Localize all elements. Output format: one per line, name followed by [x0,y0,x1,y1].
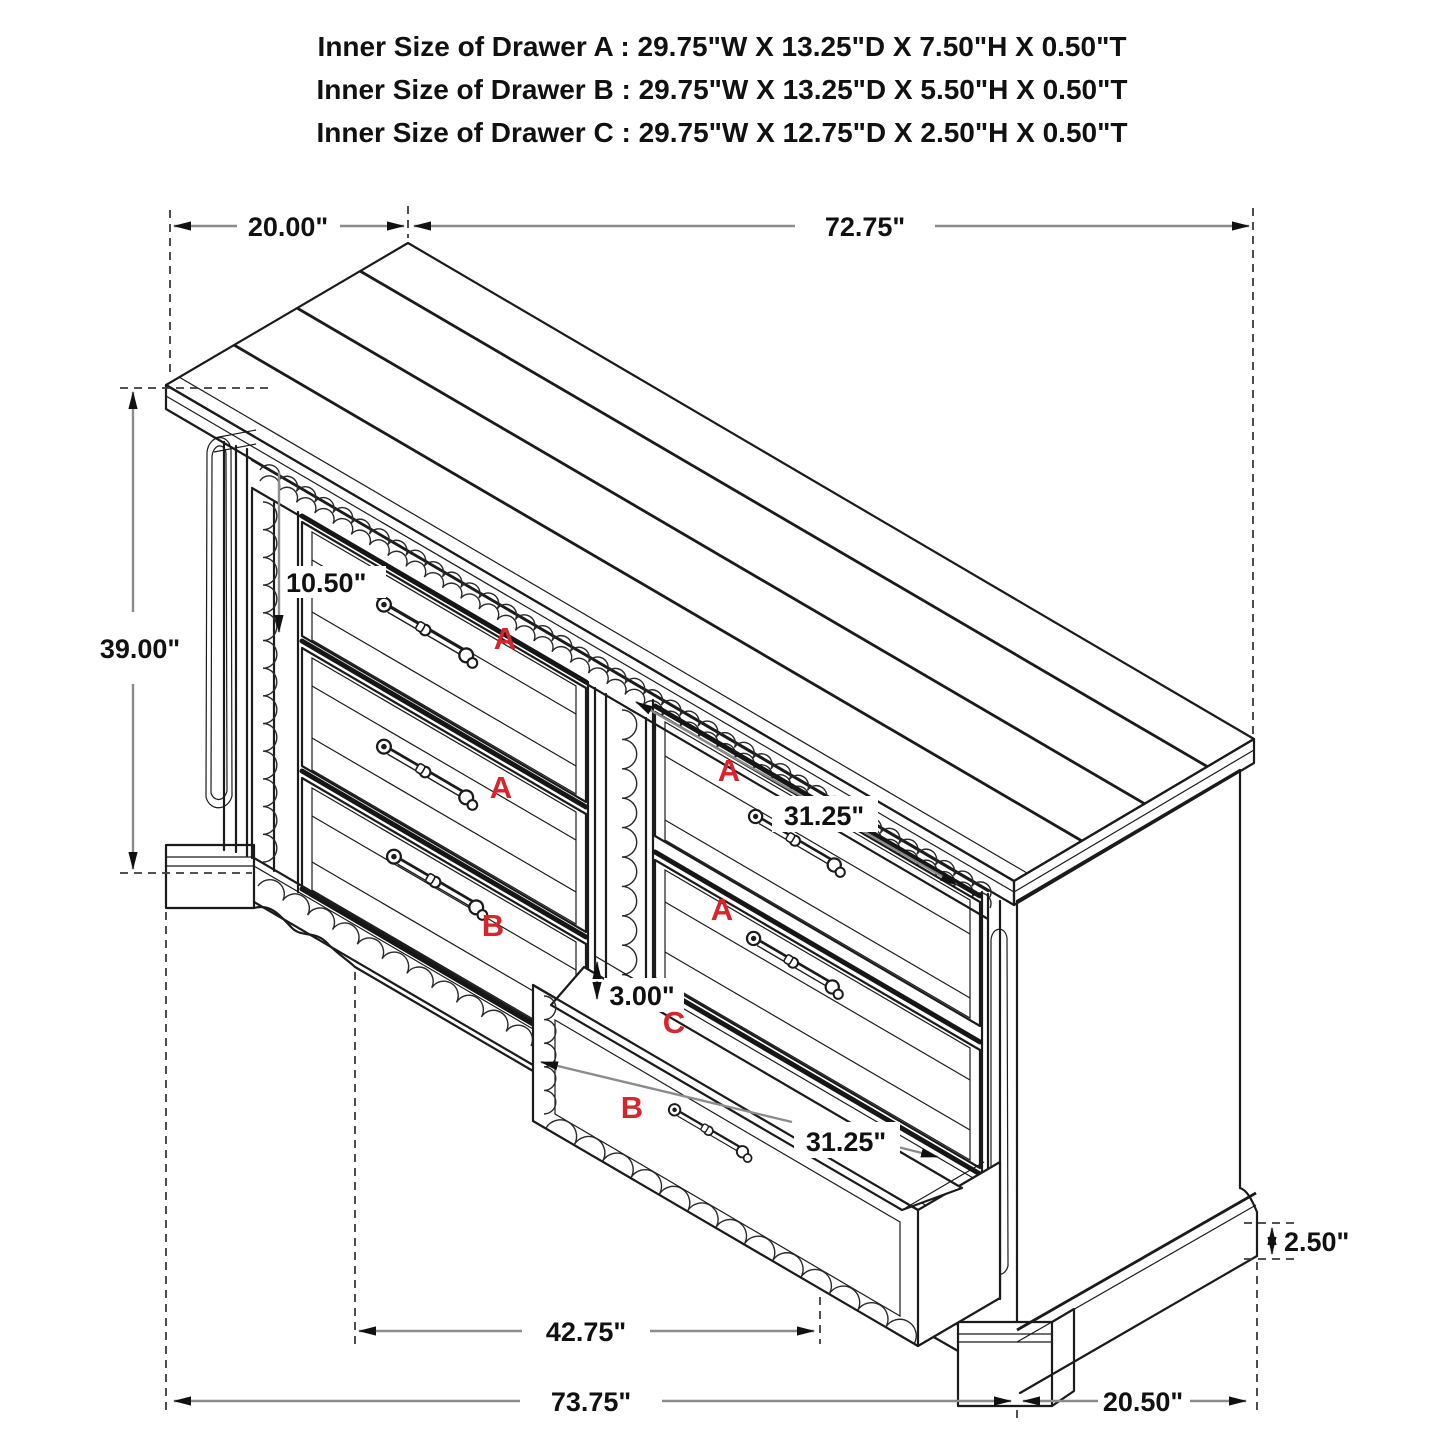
dim-drawer-drop [279,472,386,632]
dim-overall-depth [1023,1262,1257,1417]
dim-overall-height [92,388,268,873]
dim-overall-width-label: 73.75" [550,1387,632,1417]
dim-drawer-drop-label: 10.50" [286,568,367,598]
dim-base-cutout-span-label: 42.75" [545,1317,627,1347]
right-front-foot [958,1309,1074,1406]
left-pilaster [206,430,256,856]
label-pulled-drawer-b: B [620,1090,644,1125]
dim-drawer-b-width-label: 31.25" [805,1127,887,1157]
drawer-handle [373,595,483,669]
label-drawer-a-right-top: A [717,753,741,788]
right-end-panel [958,770,1257,1406]
label-drawer-b-left-bottom: B [481,908,505,943]
dim-plinth-height [1244,1223,1349,1259]
dim-right-bank-width-label: 31.25" [783,801,865,831]
pulled-out-drawer-b [533,967,1000,1346]
label-drawer-a-left-middle: A [489,770,513,805]
dim-plinth-height-label: 2.50" [1284,1227,1350,1257]
title-line-1: Inner Size of Drawer A : 29.75"W X 13.25"D X 7.50"H X 0.50"T [317,31,1127,62]
dim-top-width-label: 72.75" [824,212,906,242]
dresser-drawing [166,243,1257,1406]
dim-overall-depth-label: 20.50" [1102,1387,1184,1417]
dim-open-slot-height-label: 3.00" [609,981,675,1011]
dim-top-depth-label: 20.00" [247,212,329,242]
title-line-2: Inner Size of Drawer B : 29.75"W X 13.25"D X 5.50"H X 0.50"T [316,74,1128,105]
drawer-a-left-top [302,522,586,802]
title-block [317,31,1128,148]
dim-right-bank-width [636,702,957,885]
carved-top-rail [252,460,991,919]
title-line-3: Inner Size of Drawer C : 29.75"W X 12.75"D X 2.50"H X 0.50"T [316,117,1128,148]
dim-overall-height-label: 39.00" [99,634,181,664]
label-drawer-a-right-bottom: A [710,892,734,927]
left-carved-strip [252,490,277,871]
dimension-annotations [92,206,1349,1420]
drawer-a-left-middle [302,648,586,932]
label-drawer-a-left-top: A [493,621,517,656]
label-open-slot-c: C [662,1005,686,1040]
